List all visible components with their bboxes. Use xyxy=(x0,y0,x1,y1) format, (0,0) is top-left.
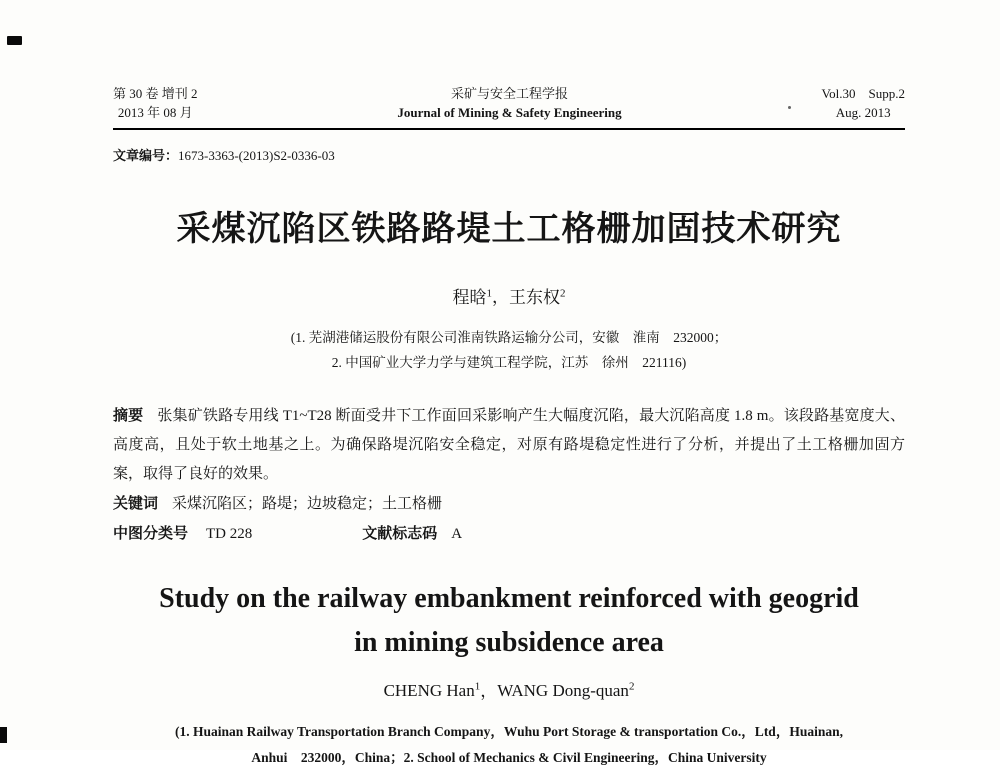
header-divider-rule xyxy=(113,128,905,130)
authors-cn-separator: ， xyxy=(492,287,509,307)
pub-date-en: Aug. 2013 xyxy=(835,105,891,120)
authors-en-separator: ， xyxy=(480,681,498,701)
header-journal-title xyxy=(397,84,621,122)
paper-title-en xyxy=(113,577,905,665)
affiliation-en-1: (1. Huainan Railway Transportation Branch Company，Wuhu Port Storage & transportation Co.，Ltd，Huainan, xyxy=(175,724,843,740)
author-cn-1-sup: 1 xyxy=(486,287,492,299)
header-volume-cn xyxy=(113,84,198,122)
paper-title-cn: 采煤沉陷区铁路路堤土工格栅加固技术研究 xyxy=(176,210,842,248)
affiliation-cn-2: 2. 中国矿业大学力学与建筑工程学院，江苏 徐州 221116) xyxy=(331,354,687,370)
author-cn-1-name: 程晗 xyxy=(452,287,487,307)
doc-code-value: A xyxy=(451,525,463,542)
paper-title-en-line2: in mining subsidence area xyxy=(354,626,664,658)
volume-issue-en: Vol.30 Supp.2 xyxy=(821,86,905,101)
paper-title-en-line1: Study on the railway embankment reinforced with geogrid xyxy=(159,582,859,614)
affiliation-en-2: Anhui 232000，China；2. School of Mechanics & Civil Engineering，China University xyxy=(251,750,767,766)
scan-artifact-dot xyxy=(788,106,791,109)
author-en-2-sup: 2 xyxy=(628,680,635,693)
authors-cn xyxy=(113,282,905,309)
author-en-2-name: WANG Dong-quan xyxy=(497,681,629,701)
author-en-1-sup: 1 xyxy=(474,680,481,693)
affiliations-en xyxy=(113,719,905,771)
journal-title-cn: 采矿与安全工程学报 xyxy=(450,86,568,101)
affiliation-cn-1: (1. 芜湖港储运股份有限公司淮南铁路运输分公司，安徽 淮南 232000； xyxy=(290,329,728,345)
keywords-line xyxy=(113,489,905,519)
author-cn-2-sup: 2 xyxy=(560,287,566,299)
author-cn-2 xyxy=(509,288,566,307)
abstract-paragraph xyxy=(113,401,905,489)
scan-artifact-bottom-left xyxy=(0,727,7,743)
pub-date-cn: 2013 年 08 月 xyxy=(117,105,193,120)
journal-title-en: Journal of Mining & Safety Engineering xyxy=(397,105,622,120)
author-en-1-name: CHENG Han xyxy=(383,681,475,701)
header-volume-en xyxy=(821,84,905,122)
author-cn-2-name: 王东权 xyxy=(509,287,560,307)
author-en-1 xyxy=(384,681,481,700)
doc-code-label: 文献标志码 xyxy=(362,524,438,542)
scan-artifact-top-left xyxy=(7,36,22,45)
article-number xyxy=(113,148,905,164)
journal-header xyxy=(113,84,905,122)
article-number-value: 1673-3363-(2013)S2-0336-03 xyxy=(178,148,335,163)
clc-value: TD 228 xyxy=(206,525,253,542)
keywords-label: 关键词 xyxy=(113,494,159,512)
author-cn-1 xyxy=(453,288,493,307)
volume-issue-cn: 第 30 卷 增刊 2 xyxy=(113,86,198,101)
clc-label: 中图分类号 xyxy=(113,524,189,542)
authors-en xyxy=(113,675,905,704)
author-en-2 xyxy=(497,681,634,700)
abstract-text: 张集矿铁路专用线 T1~T28 断面受井下工作面回采影响产生大幅度沉陷，最大沉陷高度 1.8 m。该段路基宽度大、高度高，且处于软土地基之上。为确保路堤沉陷安全稳定，对原有路堤稳定性进行了分析，并提出了土工格栅加固方案，取得了良好的效果。 xyxy=(113,407,905,482)
keywords-text: 采煤沉陷区；路堤；边坡稳定；土工格栅 xyxy=(172,495,443,512)
abstract-label: 摘要 xyxy=(113,406,144,424)
article-number-label: 文章编号： xyxy=(113,148,179,163)
affiliations-cn xyxy=(113,325,905,375)
clc-line xyxy=(113,519,905,549)
